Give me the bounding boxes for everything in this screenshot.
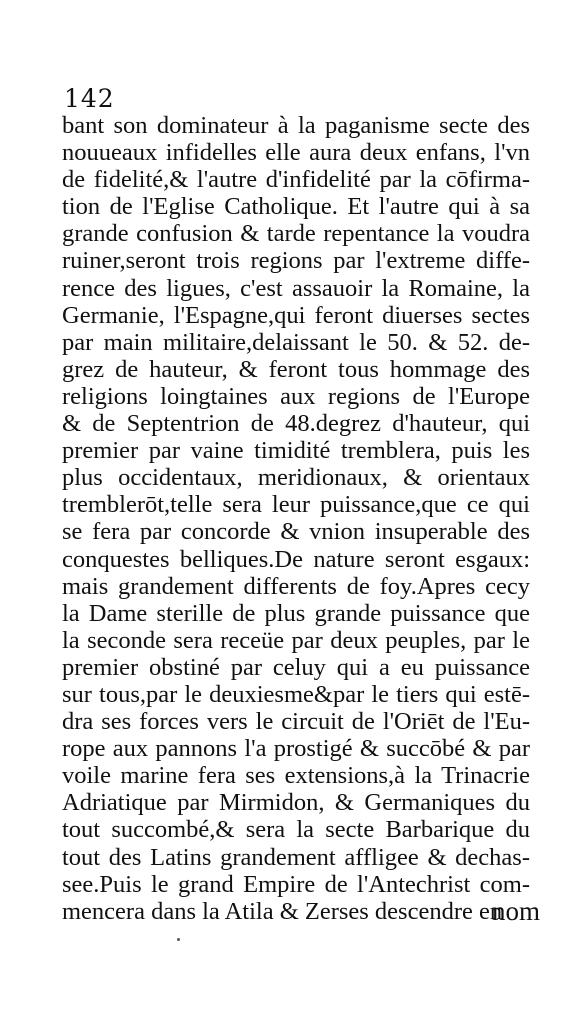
text-line: mencera dans la Atila & Zerses descendre en	[62, 897, 503, 925]
text-line: bant son dominateur à la paganisme secte des	[62, 112, 530, 139]
text-line: premier obstiné par celuy qui a eu puissance	[62, 653, 530, 681]
text-line: Adriatique par Mirmidon, & Germaniques du	[62, 789, 530, 817]
text-line: tout succombé,& sera la secte Barbarique du	[62, 816, 530, 844]
text-line: grez de hauteur, & feront tous hommage des	[62, 355, 530, 383]
text-line: plus occidentaux, meridionaux, & orientaux	[62, 464, 530, 492]
text-line: tout des Latins grandement affligee & dechas-	[62, 843, 530, 871]
text-line: grande confusion & tarde repentance la voudra	[62, 220, 530, 248]
body-text	[62, 112, 530, 925]
text-line: rence des ligues, c'est assauoir la Romaine, la	[62, 274, 530, 302]
text-line: nouueaux infidelles elle aura deux enfans, l'vn	[62, 139, 530, 167]
ink-speck	[177, 938, 180, 941]
text-line: la seconde sera receüe par deux peuples, par le	[62, 626, 530, 654]
text-line: conquestes belliques.De nature seront esgaux:	[62, 545, 530, 573]
text-line: Germanie, l'Espagne,qui feront diuerses sectes	[62, 301, 530, 329]
text-line: sur tous,par le deuxiesme&par le tiers qui estē-	[62, 680, 530, 708]
page-number: 142	[64, 84, 115, 113]
text-line: see.Puis le grand Empire de l'Antechrist com-	[62, 870, 530, 898]
text-line: voile marine fera ses extensions,à la Trinacrie	[62, 762, 530, 790]
text-line: par main militaire,delaissant le 50. & 52. de-	[62, 328, 530, 356]
text-line: se fera par concorde & vnion insuperable des	[62, 518, 530, 546]
text-line: & de Septentrion de 48.degrez d'hauteur, qui	[62, 410, 530, 438]
text-line: de fidelité,& l'autre d'infidelité par la cōfirma-	[62, 166, 530, 194]
text-line: tion de l'Eglise Catholique. Et l'autre qui à sa	[62, 193, 530, 221]
text-line: dra ses forces vers le circuit de l'Oriēt de l'Eu-	[62, 708, 530, 736]
text-line: premier par vaine timidité tremblera, puis les	[62, 437, 530, 465]
text-line: tremblerōt,telle sera leur puissance,que ce qui	[62, 491, 530, 519]
text-line: la Dame sterille de plus grande puissance que	[62, 599, 530, 627]
catchword: nom	[491, 896, 540, 926]
text-line: mais grandement differents de foy.Apres cecy	[62, 572, 530, 600]
text-line: religions loingtaines aux regions de l'Europe	[62, 382, 530, 410]
text-line: rope aux pannons l'a prostigé & succōbé & par	[62, 735, 530, 763]
text-line: ruiner,seront trois regions par l'extreme diffe-	[62, 247, 530, 275]
